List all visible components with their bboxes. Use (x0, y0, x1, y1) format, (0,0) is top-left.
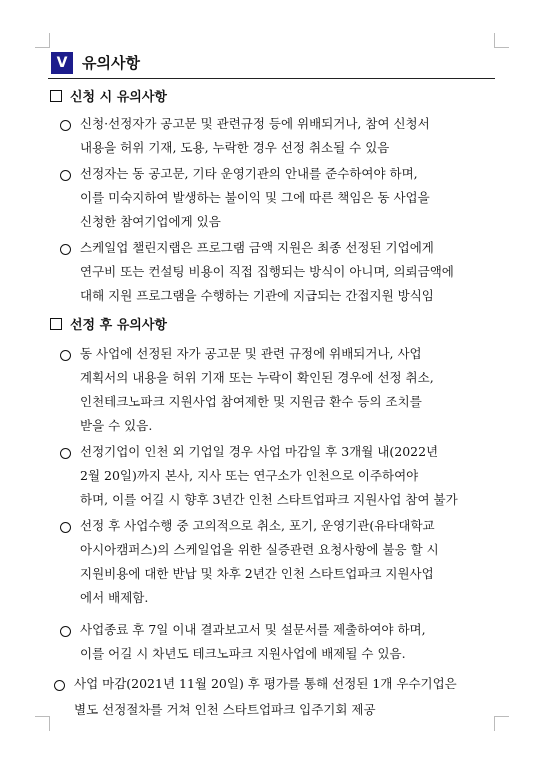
circle-bullet-icon (54, 680, 65, 691)
item-text-line: 스케일업 챌린지랩은 프로그램 금액 지원은 최종 선정된 기업에게 (80, 240, 434, 255)
item-text-line: 대해 지원 프로그램을 수행하는 기관에 지급되는 간접지원 방식임 (80, 288, 434, 303)
item-text-line: 선정자는 동 공고문, 기타 운영기관의 안내를 준수하여야 하며, (80, 166, 418, 181)
item-text-line: 내용을 허위 기재, 도용, 누락한 경우 선정 취소될 수 있음 (80, 140, 390, 155)
item-text-line: 에서 배제함. (80, 590, 149, 605)
section-title-application: 신청 시 유의사항 (50, 88, 167, 108)
item-text-line: 하며, 이를 어길 시 향후 3년간 인천 스타트업파크 지원사업 참여 불가 (80, 492, 458, 507)
circle-bullet-icon (60, 350, 71, 361)
item-text-line: 사업종료 후 7일 이내 결과보고서 및 설문서를 제출하여야 하며, (80, 622, 426, 637)
item-text-line: 2월 20일)까지 본사, 지사 또는 연구소가 인천으로 이주하여야 (80, 468, 419, 483)
item-text-line: 계획서의 내용을 허위 기재 또는 누락이 확인된 경우에 선정 취소, (80, 370, 434, 385)
square-bullet-icon (50, 318, 62, 330)
item-text-line: 인천테크노파크 지원사업 참여제한 및 지원금 환수 등의 조치를 (80, 394, 422, 409)
item-text-line: 지원비용에 대한 반납 및 차후 2년간 인천 스타트업파크 지원사업 (80, 566, 434, 581)
crop-mark-top-left (35, 33, 50, 48)
item-text-line: 받을 수 있음. (80, 418, 153, 433)
circle-bullet-icon (60, 448, 71, 459)
circle-bullet-icon (60, 626, 71, 637)
item-text-line: 이를 미숙지하여 발생하는 불이익 및 그에 따른 책임은 동 사업을 (80, 190, 430, 205)
item-text-line: 선정 후 사업수행 중 고의적으로 취소, 포기, 운영기관(유타대학교 (80, 518, 435, 533)
crop-mark-top-right (494, 33, 509, 48)
section-heading (48, 50, 495, 79)
page-title: 유의사항 (82, 54, 140, 72)
circle-bullet-icon (60, 244, 71, 255)
item-text-line: 연구비 또는 컨설팅 비용이 직접 집행되는 방식이 아니며, 의뢰금액에 (80, 264, 454, 279)
item-text-line: 사업 마감(2021년 11월 20일) 후 평가를 통해 선정된 1개 우수기업은 (74, 676, 457, 691)
circle-bullet-icon (60, 522, 71, 533)
item-text-line: 신청한 참여기업에게 있음 (80, 214, 221, 229)
crop-mark-bottom-left (35, 716, 50, 731)
crop-mark-bottom-right (494, 716, 509, 731)
item-text-line: 별도 선정절차를 거쳐 인천 스타트업파크 입주기회 제공 (74, 702, 376, 717)
section-title-after-selection: 선정 후 유의사항 (50, 316, 167, 336)
item-text-line: 신청·선정자가 공고문 및 관련규정 등에 위배되거나, 참여 신청서 (80, 116, 430, 131)
circle-bullet-icon (60, 170, 71, 181)
item-text-line: 이를 어길 시 차년도 테크노파크 지원사업에 배제될 수 있음. (80, 646, 406, 661)
item-text-line: 동 사업에 선정된 자가 공고문 및 관련 규정에 위배되거나, 사업 (80, 346, 422, 361)
heading-number-badge: V (51, 52, 73, 74)
item-text-line: 선정기업이 인천 외 기업일 경우 사업 마감일 후 3개월 내(2022년 (80, 444, 439, 459)
item-text-line: 아시아캠퍼스)의 스케일업을 위한 실증관련 요청사항에 불응 할 시 (80, 542, 439, 557)
circle-bullet-icon (60, 120, 71, 131)
square-bullet-icon (50, 90, 62, 102)
